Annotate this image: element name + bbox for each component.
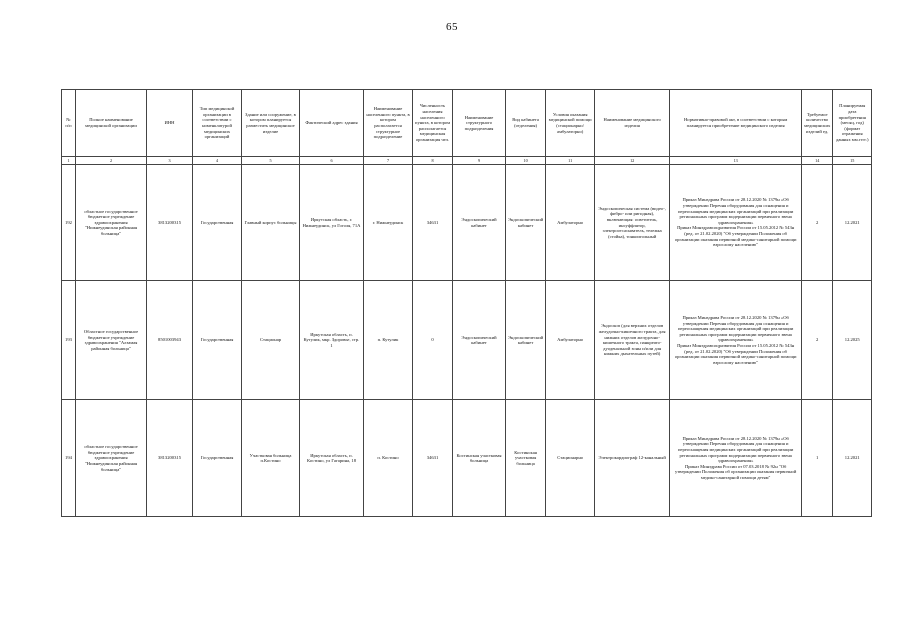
page-number: 65 [446,21,458,33]
building: Стационар [242,281,300,400]
legal-act-line: Приказ Минздравсоцразвития России от 15.05.2012 № 543н (ред. от 21.02.2020) "Об утверждении Положения об организации оказания первичной медико-санитарной помощи взрослому населению" [674,342,797,365]
medical-device: Эндоскопическая система (видео-, фибро- или ригидная), включающая: осветитель, инсуффлятор, электроотсасыватель, тележка (стойка), тонкоигольный [595,165,670,281]
legal-act-line: Приказ Минздрава России от 28.12.2020 № 1379н «Об утверждении Перечня оборудования для оснащения и переоснащения медицинских организаций при реализации региональных программ модернизации первичного звена здравоохранения» [677,197,794,225]
cabinet-type: Эндоскопический кабинет [506,165,546,281]
inn: 3813200315 [147,400,193,517]
header-cell: № п/п [62,90,76,157]
address: Иркутская область, г. Нижнеудинск, ул Гоголя, 71А [300,165,364,281]
column-number: 15 [833,157,872,165]
structural-unit: Эндоскопический кабинет [453,281,506,400]
column-number: 5 [242,157,300,165]
organization-name: областное государственное бюджетное учреждение здравоохранения "Нижнеудинская районная больница" [76,400,147,517]
header-row [62,90,872,157]
header-cell: Вид кабинета (отделения) [506,90,546,157]
header-cell: ИНН [147,90,193,157]
header-cell: Наименование структурного подразделения [453,90,506,157]
column-number: 13 [670,157,802,165]
table-row [62,400,872,517]
legal-act-line: Приказ Минздрава России от 07.03.2018 № 92н "Об утверждении Положения об организации оказания первичной медико-санитарной помощи детям" [675,463,797,480]
inn: 3813200315 [147,165,193,281]
header-cell: Условия оказания медицинской помощи (стационарно/амбулаторно) [546,90,595,157]
planned-date: 12.2021 [833,165,872,281]
column-number: 12 [595,157,670,165]
legal-act-line: Приказ Минздрава России от 28.12.2020 № 1379н «Об утверждении Перечня оборудования для оснащения и переоснащения медицинских организаций при реализации региональных программ модернизации первичного звена здравоохранения» [677,314,794,343]
header-cell: Здание или сооружение, в котором планируется разместить медицинское изделие [242,90,300,157]
settlement: п. Кутулик [364,281,413,400]
care-conditions: Амбулаторно [546,165,595,281]
table-row [62,165,872,281]
column-number: 4 [193,157,242,165]
organization-type: Государственная [193,281,242,400]
legal-act [670,165,802,281]
column-number: 2 [76,157,147,165]
population: 34631 [413,165,453,281]
header-cell: Фактический адрес здания [300,90,364,157]
column-number: 6 [300,157,364,165]
column-number-row [62,157,872,165]
structural-unit: Эндоскопический кабинет [453,165,506,281]
address: Иркутская область, п. Кутулик, мкр. Здоровье, стр. 1 [300,281,364,400]
row-number: 193 [62,281,76,400]
header-cell: Тип медицинской организации в соответствии с номенклатурой медицинских организаций [193,90,242,157]
legal-act-line: Приказ Минздравсоцразвития России от 15.05.2012 № 543н (ред. от 21.02.2020) "Об утверждении Положения об организации оказания первичной медико-санитарной помощи взрослому населению" [674,225,797,248]
building: Главный корпус больницы [242,165,300,281]
building: Участковая больница п.Костино [242,400,300,517]
organization-type: Государственная [193,165,242,281]
header-cell: Требуемое количество медицинских изделий ед. [802,90,833,157]
organization-type: Государственная [193,400,242,517]
header-cell: Планируемая дата приобретения (месяц, год) (формат отражения данных мм.гггг.) [833,90,872,157]
legal-act [670,400,802,517]
legal-act [670,281,802,400]
row-number: 192 [62,165,76,281]
organization-name: областное государственное бюджетное учреждение здравоохранения "Нижнеудинская районная больница" [76,165,147,281]
quantity: 2 [802,281,833,400]
header-cell: Наименование медицинского изделия [595,90,670,157]
care-conditions: Стационарно [546,400,595,517]
settlement: п. Костино [364,400,413,517]
header-cell: Численность населения населенного пункта, в котором располагается медицинская организация чел. [413,90,453,157]
cabinet-type: Костинская участковая больница [506,400,546,517]
care-conditions: Амбулаторно [546,281,595,400]
header-cell: Полное наименование медицинской организации [76,90,147,157]
inn: 8501003943 [147,281,193,400]
equipment-registry-table [61,89,872,517]
header-cell: Нормативно-правовой акт, в соответствии с которым планируется приобретение медицинского изделия [670,90,802,157]
column-number: 9 [453,157,506,165]
header-cell: Наименование населенного пункта, в котором располагается структурное подразделение [364,90,413,157]
medical-device: Эндоскоп (для верхних отделов желудочно-кишечного тракта, для нижних отделов желудочно-кишечного тракта, панкреато-дуоденальной зоны и/или для нижних дыхательных путей) [595,281,670,400]
organization-name: Областное государственное бюджетное учреждение здравоохранения "Алзамая районная больница" [76,281,147,400]
quantity: 1 [802,400,833,517]
cabinet-type: Эндоскопический кабинет [506,281,546,400]
column-number: 1 [62,157,76,165]
column-number: 7 [364,157,413,165]
column-number: 8 [413,157,453,165]
medical-device: Электрокардиограф 12-канальный [595,400,670,517]
column-number: 10 [506,157,546,165]
settlement: г. Нижнеудинск [364,165,413,281]
population: 34631 [413,400,453,517]
structural-unit: Костинская участковая больница [453,400,506,517]
planned-date: 12.2021 [833,400,872,517]
column-number: 3 [147,157,193,165]
row-number: 194 [62,400,76,517]
address: Иркутская область, п. Костино, ул Гагарина, 18 [300,400,364,517]
column-number: 14 [802,157,833,165]
column-number: 11 [546,157,595,165]
quantity: 2 [802,165,833,281]
planned-date: 12.2025 [833,281,872,400]
population: 0 [413,281,453,400]
table-row [62,281,872,400]
legal-act-line: Приказ Минздрава России от 28.12.2020 № 1379н «Об утверждении Перечня оборудования для оснащения и переоснащения медицинских организаций при реализации региональных программ модернизации первичного звена здравоохранения» [677,435,794,464]
